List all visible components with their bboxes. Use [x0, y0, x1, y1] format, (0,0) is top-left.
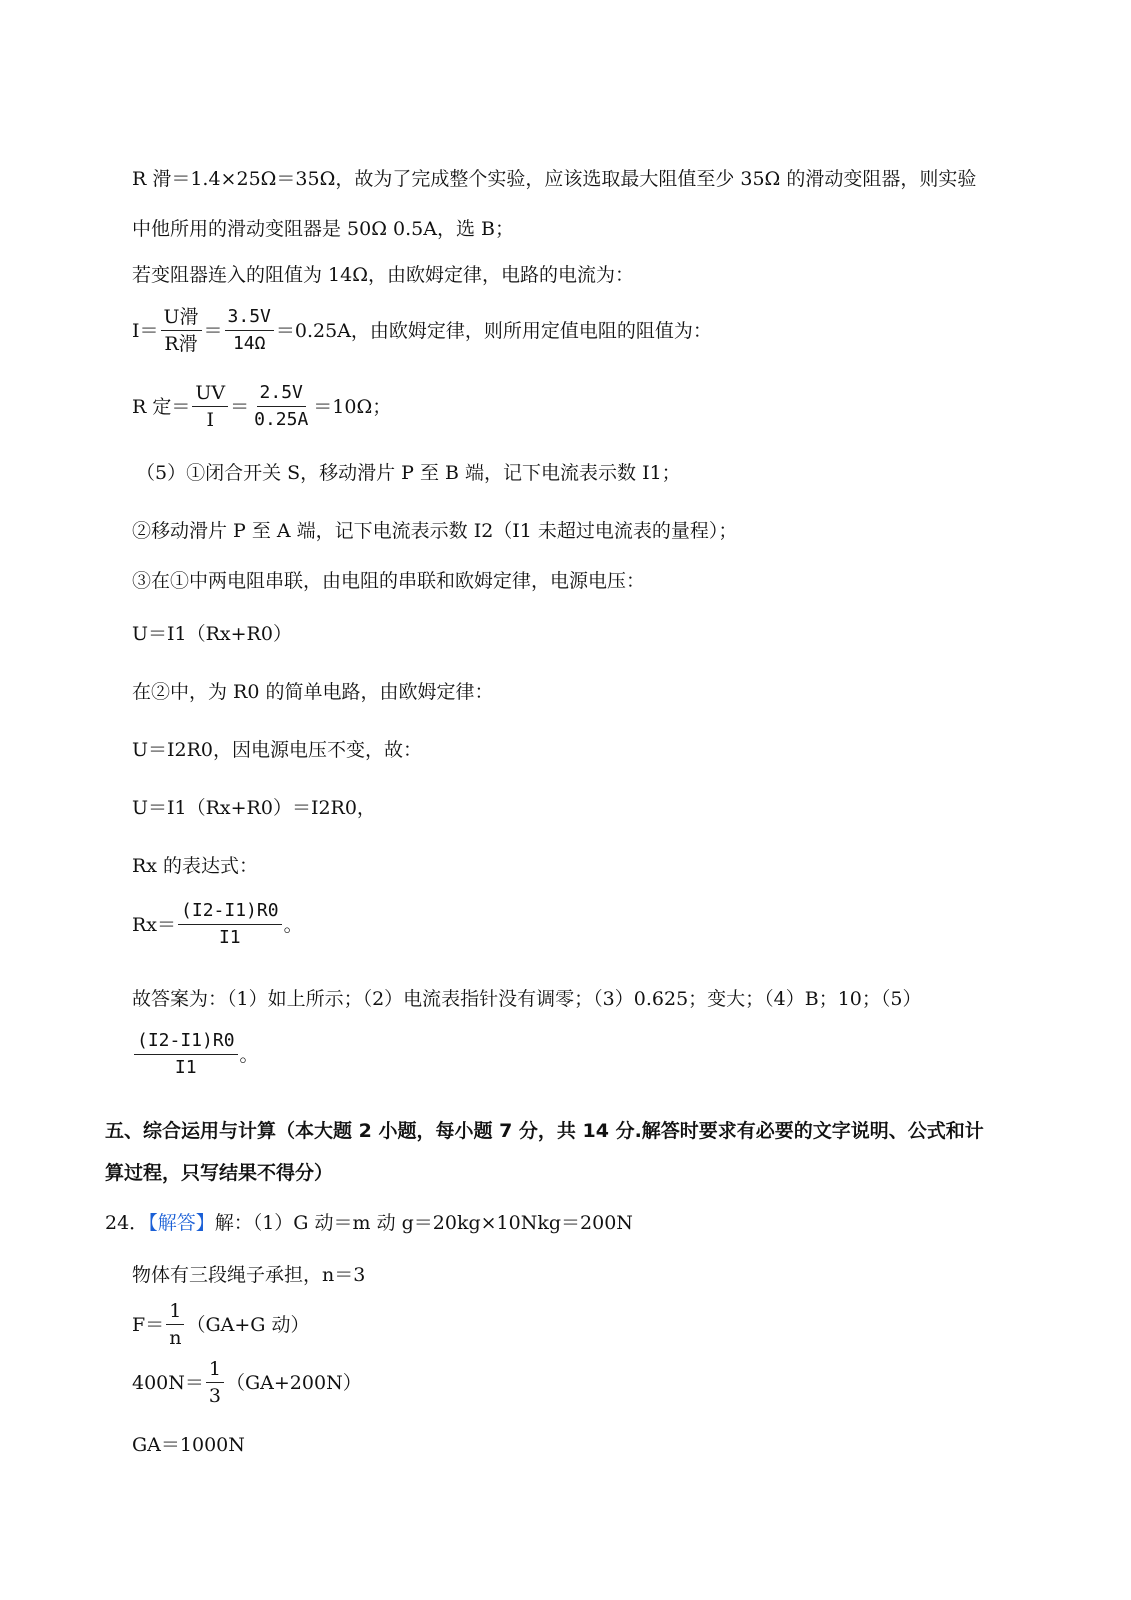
numerator: U滑: [161, 306, 202, 331]
final-answer-fraction: [132, 1030, 259, 1079]
rx-equation: [132, 900, 303, 949]
numerator: 3.5V: [225, 306, 274, 331]
fraction-rx: [178, 900, 282, 949]
denominator: R滑: [164, 333, 198, 355]
part5-step2: [132, 518, 737, 544]
voltage-eq-1: [132, 621, 292, 647]
text: 算过程，只写结果不得分）: [105, 1162, 334, 1184]
text: GA＝1000N: [132, 1434, 245, 1456]
eq-lhs: I＝: [132, 319, 159, 342]
fraction-u-over-r: [161, 306, 202, 355]
fraction-rx: [134, 1030, 238, 1079]
numerator: 1: [166, 1300, 184, 1325]
answer-tag: 【解答】: [148, 1212, 215, 1234]
fraction-one-over-n: [166, 1300, 184, 1349]
text: 中他所用的滑动变阻器是 50Ω 0.5A，选 B；: [132, 218, 514, 240]
q24-intro: [105, 1210, 633, 1236]
force-equation-values: [132, 1358, 362, 1407]
text: 物体有三段绳子承担，n＝3: [132, 1264, 366, 1286]
fraction-uv-over-i: [192, 382, 228, 431]
solution-line-2: [132, 216, 514, 242]
fraction-values: [225, 306, 274, 355]
text: 五、综合运用与计算（本大题 2 小题，每小题 7 分，共 14 分.解答时要求有必要的文字说明、公式和计: [105, 1120, 984, 1142]
denominator: 3: [208, 1385, 221, 1407]
question-number: 24．: [105, 1212, 149, 1234]
numerator: 2.5V: [257, 382, 306, 407]
text: （5）①闭合开关 S，移动滑片 P 至 B 端，记下电流表示数 I1；: [136, 462, 681, 484]
rx-label: [132, 853, 258, 879]
eq-tail: ＝10Ω；: [313, 395, 392, 418]
text: 解：（1）G 动＝m 动 g＝20kg×10Nkg＝200N: [214, 1212, 633, 1234]
voltage-eq-2: [132, 737, 422, 763]
text: Rx 的表达式：: [132, 855, 259, 877]
denominator: I1: [218, 927, 241, 948]
denominator: I: [206, 409, 214, 431]
fraction-values: [251, 382, 311, 431]
eq-lhs: Rx＝: [132, 913, 177, 936]
denominator: 0.25A: [254, 409, 309, 430]
text: 故答案为：（1）如上所示；（2）电流表指针没有调零；（3）0.625；变大；（4）B；10；（5）: [132, 988, 922, 1010]
denominator: 14Ω: [232, 333, 266, 354]
section-heading-line-1: [105, 1118, 984, 1144]
numerator: 1: [206, 1358, 224, 1383]
final-answer: [132, 986, 921, 1012]
eq-tail: 。: [283, 913, 303, 936]
denominator: I1: [174, 1057, 197, 1078]
solution-line-1: [132, 166, 976, 192]
solution-line-3: [132, 262, 634, 288]
text: 若变阻器连入的阻值为 14Ω，由欧姆定律，电路的电流为：: [132, 264, 634, 286]
eq-lhs: R 定＝: [132, 395, 191, 418]
text: U＝I2R0，因电源电压不变，故：: [132, 739, 423, 761]
ga-result: [132, 1432, 245, 1458]
current-equation: [132, 306, 712, 355]
voltage-eq-3: [132, 795, 376, 821]
numerator: (I2-I1)R0: [178, 900, 282, 925]
text: ②移动滑片 P 至 A 端，记下电流表示数 I2（I1 未超过电流表的量程）；: [132, 520, 738, 542]
fraction-one-third: [206, 1358, 224, 1407]
q24-line-2: [132, 1262, 365, 1288]
text: R 滑＝1.4×25Ω＝35Ω，故为了完成整个实验，应该选取最大阻值至少 35Ω 的滑动变阻器，则实验: [132, 168, 977, 190]
eq-tail: ＝0.25A，由欧姆定律，则所用定值电阻的阻值为：: [275, 319, 712, 342]
numerator: (I2-I1)R0: [134, 1030, 238, 1055]
part5-step3: [132, 568, 645, 594]
part5-step4: [132, 679, 493, 705]
eq-sign: ＝: [203, 319, 223, 342]
text: U＝I1（Rx+R0）＝I2R0，: [132, 797, 376, 819]
part5-step1: [136, 460, 681, 486]
resistance-equation: [132, 382, 391, 431]
eq-tail: （GA+G 动）: [186, 1313, 310, 1336]
eq-tail: 。: [239, 1043, 259, 1066]
section-heading-line-2: [105, 1160, 333, 1186]
text: 在②中，为 R0 的简单电路，由欧姆定律：: [132, 681, 494, 703]
eq-tail: （GA+200N）: [225, 1371, 362, 1394]
eq-lhs: 400N＝: [132, 1371, 204, 1394]
text: U＝I1（Rx+R0）: [132, 623, 292, 645]
denominator: n: [169, 1327, 182, 1349]
eq-sign: ＝: [230, 395, 250, 418]
eq-lhs: F＝: [132, 1313, 165, 1336]
numerator: UV: [192, 382, 228, 407]
text: ③在①中两电阻串联，由电阻的串联和欧姆定律，电源电压：: [132, 570, 646, 592]
force-equation: [132, 1300, 309, 1349]
